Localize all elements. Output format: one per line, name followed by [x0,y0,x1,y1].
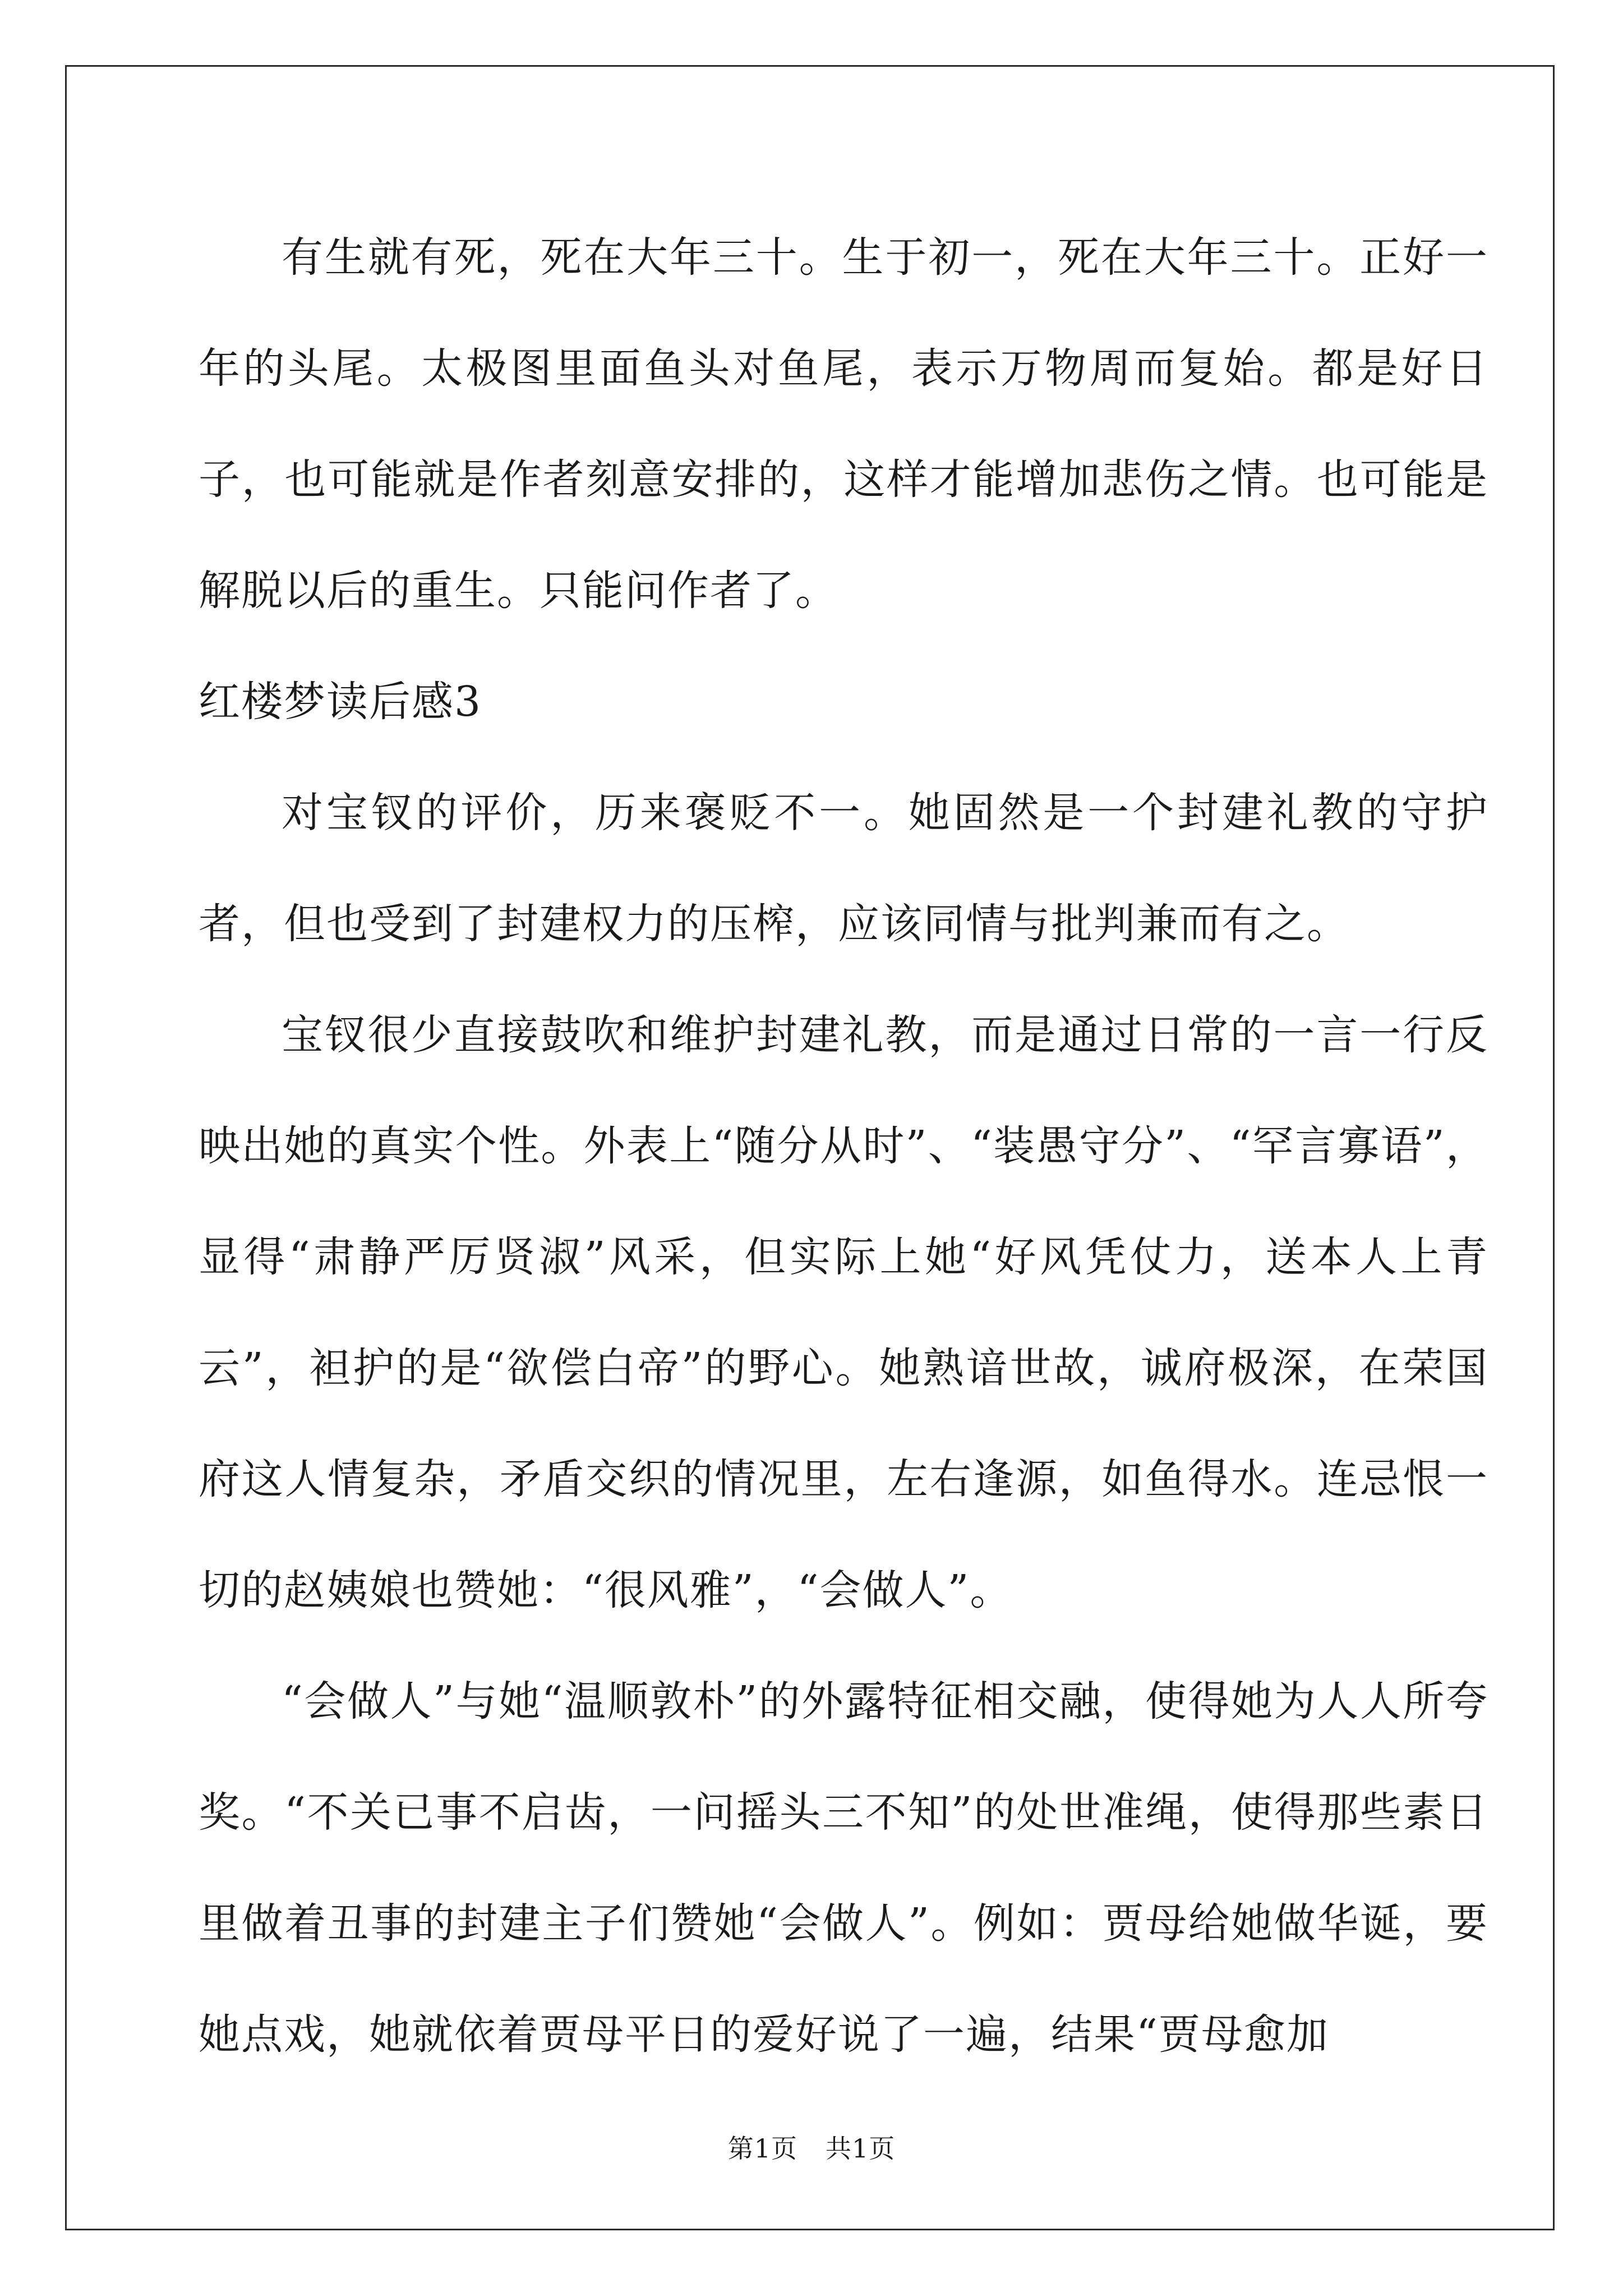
document-body [199,202,1488,2090]
page-number: 第1页 [727,2133,797,2164]
paragraph-4: “会做人”与她“温顺敦朴”的外露特征相交融，使得她为人人所夸奖。“不关已事不启齿，一问摇头三不知”的处世准绳，使得那些素日里做着丑事的封建主子们赞她“会做人”。例如：贾母给她做华诞，要她点戏，她就依着贾母平日的爱好说了一遍，结果“贾母愈加 [199,1677,1488,2059]
paragraph-2: 对宝钗的评价，历来褒贬不一。她固然是一个封建礼教的守护者，但也受到了封建权力的压榨，应该同情与批判兼而有之。 [199,789,1488,948]
page-total: 共1页 [826,2133,896,2164]
paragraph-3: 宝钗很少直接鼓吹和维护封建礼教，而是通过日常的一言一行反映出她的真实个性。外表上“随分从时”、“装愚守分”、“罕言寡语”，显得“肃静严厉贤淑”风采，但实际上她“好风凭仗力，送本人上青云”，袒护的是“欲偿白帝”的野心。她熟谙世故，诚府极深，在荣国府这人情复杂，矛盾交织的情况里，左右逢源，如鱼得水。连忌恨一切的赵姨娘也赞她：“很风雅”，“会做人”。 [199,1011,1488,1614]
page-footer [0,2132,1623,2165]
paragraph-1: 有生就有死，死在大年三十。生于初一，死在大年三十。正好一年的头尾。太极图里面鱼头对鱼尾，表示万物周而复始。都是好日子，也可能就是作者刻意安排的，这样才能增加悲伤之情。也可能是解脱以后的重生。只能问作者了。 [199,233,1488,615]
section-heading: 红楼梦读后感3 [199,678,482,726]
